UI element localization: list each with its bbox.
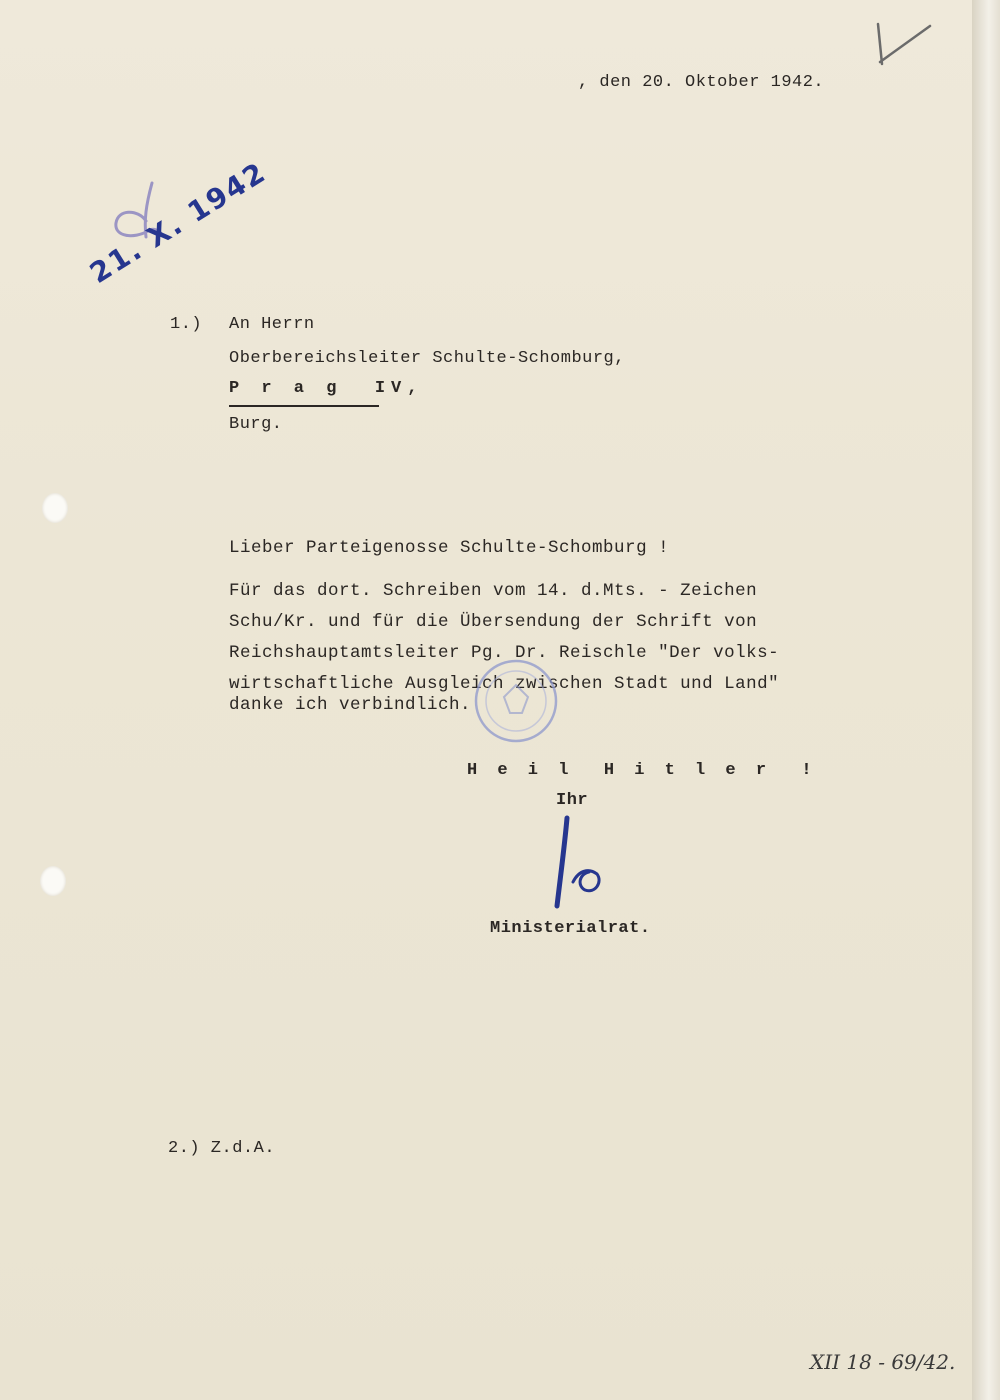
punch-hole-top [42, 493, 68, 523]
recipient-place: Burg. [229, 415, 283, 434]
city-underline [229, 405, 379, 407]
date-line: , den 20. Oktober 1942. [578, 73, 825, 92]
signature-icon [545, 812, 615, 912]
signer-title: Ministerialrat. [490, 919, 651, 938]
body-line: Reichshauptamtsleiter Pg. Dr. Reischle "Der volks- [229, 643, 780, 663]
received-date-stamp: 21. X. 1942 [84, 155, 273, 290]
item-two: 2.) Z.d.A. [168, 1139, 276, 1158]
body-line: Für das dort. Schreiben vom 14. d.Mts. - Zeichen [229, 581, 758, 601]
recipient-salutation: An Herrn [229, 315, 315, 334]
closing-salute: H e i l H i t l e r ! [467, 761, 817, 780]
pencil-mark-icon [870, 16, 940, 76]
paper-edge [972, 0, 1000, 1400]
recipient-name: Oberbereichsleiter Schulte-Schomburg, [229, 349, 625, 368]
body-line: wirtschaftliche Ausgleich zwischen Stadt und Land" [229, 674, 780, 694]
item-one-number: 1.) [170, 315, 203, 334]
punch-hole-bottom [40, 866, 66, 896]
greeting: Lieber Parteigenosse Schulte-Schomburg ! [229, 538, 670, 558]
recipient-city: P r a g IV, [229, 379, 424, 398]
body-line: Schu/Kr. und für die Übersendung der Schrift von [229, 612, 758, 632]
closing-pronoun: Ihr [556, 791, 589, 810]
body-line: danke ich verbindlich. [229, 695, 472, 715]
archive-reference: XII 18 - 69/42. [810, 1350, 956, 1374]
archive-stamp-icon [470, 655, 562, 747]
